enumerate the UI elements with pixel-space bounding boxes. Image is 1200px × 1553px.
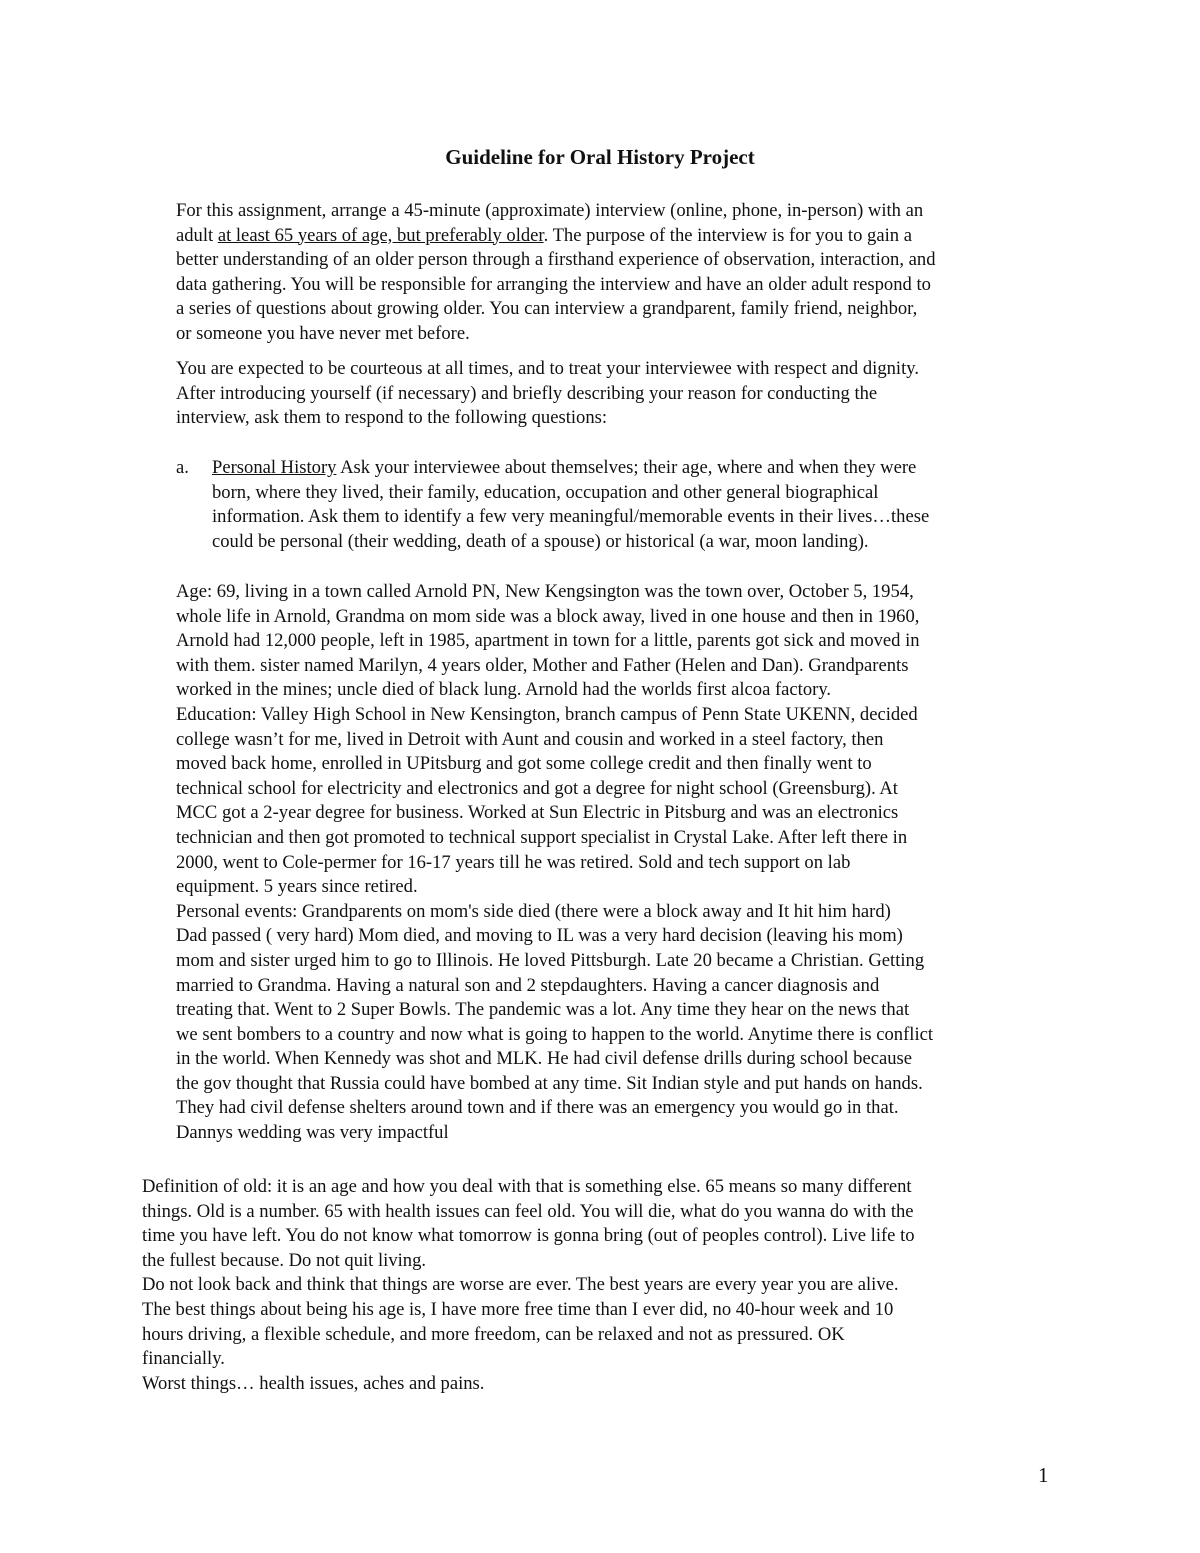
text-line: Do not look back and think that things are worse are ever. The best years are every year you are alive. [142, 1274, 899, 1296]
text-line: the fullest because. Do not quit living. [142, 1249, 427, 1271]
text-line: mom and sister urged him to go to Illinois. He loved Pittsburgh. Late 20 became a Christian. Getting [176, 949, 925, 971]
question-a-heading: Personal History [212, 457, 337, 478]
text-line: Age: 69, living in a town called Arnold PN, New Kengsington was the town over, October 5, 1954, [176, 581, 914, 602]
text-segment: . The purpose of the interview is for you to gain a [543, 224, 912, 246]
text-line: MCC got a 2-year degree for business. Worked at Sun Electric in Pitsburg and was an electronics [176, 802, 899, 824]
text-line: we sent bombers to a country and now what is going to happen to the world. Anytime there is conflict [176, 1023, 934, 1045]
text-line: data gathering. You will be responsible for arranging the interview and have an older adult respond to [176, 273, 931, 295]
text-line: college wasn’t for me, lived in Detroit with Aunt and cousin and worked in a steel factory, then [176, 728, 884, 750]
text-line: whole life in Arnold, Grandma on mom side was a block away, lived in one house and then in 1960, [176, 605, 920, 627]
text-line [212, 456, 1056, 481]
text-line: Personal events: Grandparents on mom's side died (there were a block away and It hit him hard) [176, 900, 891, 922]
intro-paragraph-1 [176, 199, 1056, 347]
text-line: better understanding of an older person through a firsthand experience of observation, interaction, and [176, 249, 936, 271]
text-line: with them. sister named Marilyn, 4 years older, Mother and Father (Helen and Dan). Grandparents [176, 654, 909, 676]
text-segment: Ask your interviewee about themselves; their age, where and when they were [336, 457, 917, 478]
text-line: moved back home, enrolled in UPitsburg and got some college credit and then finally went to [176, 753, 872, 775]
text-line: After introducing yourself (if necessary) and briefly describing your reason for conducting the [176, 382, 878, 404]
text-line: hours driving, a flexible schedule, and more freedom, can be relaxed and not as pressured. OK [142, 1323, 845, 1345]
text-line: technical school for electricity and electronics and got a degree for night school (Greensburg). At [176, 777, 898, 799]
text-line: things. Old is a number. 65 with health issues can feel old. You will die, what do you wanna do with the [142, 1200, 914, 1222]
text-line: Education: Valley High School in New Kensington, branch campus of Penn State UKENN, decided [176, 703, 918, 725]
text-line: treating that. Went to 2 Super Bowls. The pandemic was a lot. Any time they hear on the news that [176, 999, 910, 1021]
definition-of-old-notes [142, 1175, 1052, 1396]
text-line: Worst things… health issues, aches and pains. [142, 1372, 485, 1394]
text-line: worked in the mines; uncle died of black lung. Arnold had the worlds first alcoa factory. [176, 679, 832, 701]
document-title: Guideline for Oral History Project [445, 145, 755, 169]
text-line: Arnold had 12,000 people, left in 1985, apartment in town for a little, parents got sick and moved in [176, 630, 920, 652]
text-line: time you have left. You do not know what tomorrow is gonna bring (out of peoples control). Live life to [142, 1225, 915, 1247]
list-marker: a. [176, 457, 189, 478]
text-line: information. Ask them to identify a few very meaningful/memorable events in their lives…these [212, 506, 930, 528]
text-line: The best things about being his age is, I have more free time than I ever did, no 40-hour week and 10 [142, 1298, 894, 1320]
text-line [176, 224, 1056, 249]
text-segment: adult [176, 224, 218, 246]
text-line: Dad passed ( very hard) Mom died, and moving to IL was a very hard decision (leaving his mom) [176, 925, 903, 947]
text-line: For this assignment, arrange a 45-minute (approximate) interview (online, phone, in-person) with an [176, 200, 924, 221]
text-line: You are expected to be courteous at all times, and to treat your interviewee with respect and dignity. [176, 358, 920, 379]
page-number: 1 [1038, 1463, 1049, 1487]
text-line: Definition of old: it is an age and how you deal with that is something else. 65 means so many different [142, 1176, 912, 1197]
text-line: could be personal (their wedding, death of a spouse) or historical (a war, moon landing). [212, 530, 869, 552]
text-line: interview, ask them to respond to the following questions: [176, 407, 608, 429]
text-line: equipment. 5 years since retired. [176, 876, 418, 898]
text-line: born, where they lived, their family, education, occupation and other general biographical [212, 481, 879, 503]
text-line: or someone you have never met before. [176, 322, 470, 344]
interview-notes [176, 580, 1056, 1146]
text-line: in the world. When Kennedy was shot and MLK. He had civil defense drills during school because [176, 1048, 912, 1070]
text-line: a series of questions about growing older. You can interview a grandparent, family friend, neighbor, [176, 298, 918, 320]
question-a [176, 456, 1056, 554]
underlined-age-requirement: at least 65 years of age, but preferably older [217, 224, 544, 246]
text-line: the gov thought that Russia could have bombed at any time. Sit Indian style and put hands on hands. [176, 1072, 923, 1094]
text-line: married to Grandma. Having a natural son and 2 stepdaughters. Having a cancer diagnosis and [176, 974, 880, 996]
text-line: financially. [142, 1348, 225, 1370]
text-line: They had civil defense shelters around town and if there was an emergency you would go in that. [176, 1097, 899, 1119]
question-a-content [212, 456, 1056, 554]
text-line: 2000, went to Cole-permer for 16-17 years till he was retired. Sold and tech support on lab [176, 851, 851, 873]
text-line: Dannys wedding was very impactful [176, 1122, 449, 1144]
text-line: technician and then got promoted to technical support specialist in Crystal Lake. After left there in [176, 826, 908, 848]
intro-paragraph-2 [176, 357, 1056, 431]
